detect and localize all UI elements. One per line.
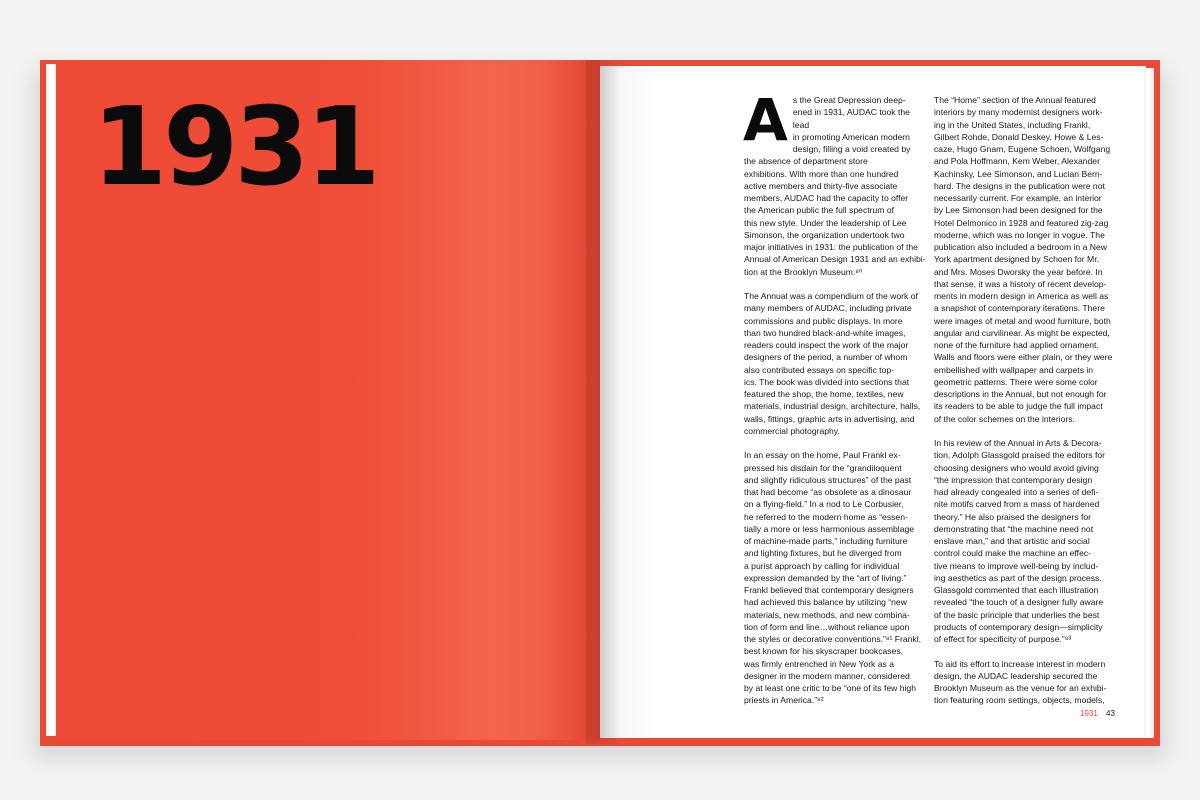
page-number: 43 <box>1106 709 1115 718</box>
gutter-shadow <box>586 60 620 744</box>
year-title: 1931 <box>92 85 377 210</box>
left-page <box>56 60 600 740</box>
text-column-2 <box>934 94 1118 719</box>
paragraph-3: In an essay on the home, Paul Frankl ex- pressed his disdain for the “grandiloquent and slightly ridiculous structures” of the past that had become “as obsolete as a dinosaur on a flying-field.” In a nod to Le Corbusier, he referred to the modern home as “essen- tially a more or less harmonious assemblage of machine-made parts,” including furniture and lighting fixtures, but he diverged from a purist approach by calling for individual expression demanded by the “art of living.” Frankl believed that contemporary designers had achieved this balance by utilizing “new materials, new methods, and new combina- tion of form and line…without reliance upon the styles or decorative conventions.”⁸¹ Frankl, best known for his skyscraper bookcases, was firmly entrenched in New York as a designer in the modern manner, considered by at least one critic to be “one of its few high priests in America.”⁸² <box>744 450 922 706</box>
paragraph-2: The Annual was a compendium of the work of many members of AUDAC, including private commissions and public displays. In more than two hundred black-and-white images, readers could inspect the work of the major designers of the period, a number of whom also contributed essays on specific top- ics. The book was divided into sections that featured the shop, the home, textiles, new materials, industrial design, architecture, halls, walls, fittings, graphic arts in advertising, and commercial photography. <box>744 291 921 436</box>
paragraph-1-text: s the Great Depression deep- ened in 1931, AUDAC took the lead in promoting American modern design, filling a void created by the absence of department store exhibitions. With more than one hundred active members and thirty-five associate members, AUDAC had the capacity to offer the American public the full spectrum of this new style. Under the leadership of Lee Simonson, the organization undertook two major initiatives in 1931: the publication of the Annual of American Design 1931 and an exhibi- tion at the Brooklyn Museum.⁸⁰ <box>744 95 926 277</box>
folio-year: 1931 <box>1080 709 1098 718</box>
paragraph-4: The “Home” section of the Annual featured interiors by many modernist designers work- ing in the United States, including Frankl, Gilbert Rohde, Donald Deskey, Howe & Les- caze, Hugo Gnam, Eugene Schoen, Wolfgang and Pola Hoffmann, Kem Weber, Alexander Kachinsky, Lee Simonson, and Lucian Bern- hard. The designs in the publication were not necessarily current. For example, an interior by Lee Simonson had been designed for the Hotel Delmonico in 1928 and featured zig-zag moderne, which was no longer in vogue. The publication also included a bedroom in a New York apartment designed by Schoen for Mr. and Mrs. Moses Dworsky the year before. In that sense, it was a history of recent develop- ments in modern design in America as well as a snapshot of contemporary iterations. There were images of metal and wood furniture, both angular and curvilinear. As might be expected, none of the furniture had applied ornament. Walls and floors were either plain, or they were embellished with wallpaper and carpets in geometric patterns. There were some color descriptions in the Annual, but not enough for its readers to be able to judge the full impact of the color schemes on the interiors. <box>934 95 1113 424</box>
drop-cap: A <box>743 86 788 154</box>
right-page <box>600 66 1146 738</box>
right-page-edges <box>1144 68 1154 738</box>
paragraph-5: In his review of the Annual in Arts & Decora- tion, Adolph Glassgold praised the editors for choosing designers who would avoid giving “the impression that contemporary design had already congealed into a series of defi- nite motifs carved from a mass of hardened theory.” He also praised the designers for demonstrating that “the machine need not enslave man,” and that artistic and social control could make the machine an effec- tive means to improve well-being by includ- ing aesthetics as part of the design process. Glassgold commented that each illustration revealed “the touch of a designer fully aware of the basic principle that underlies the best products of contemporary design—simplicity of effect for specificity of purpose.”⁸³ <box>934 438 1106 644</box>
text-column-1 <box>743 86 928 719</box>
paragraph-1 <box>743 86 928 278</box>
paragraph-6: To aid its effort to increase interest in modern design, the AUDAC leadership secured the Brooklyn Museum as the venue for an exhibi- tion featuring room settings, objects, models, <box>934 658 1107 706</box>
